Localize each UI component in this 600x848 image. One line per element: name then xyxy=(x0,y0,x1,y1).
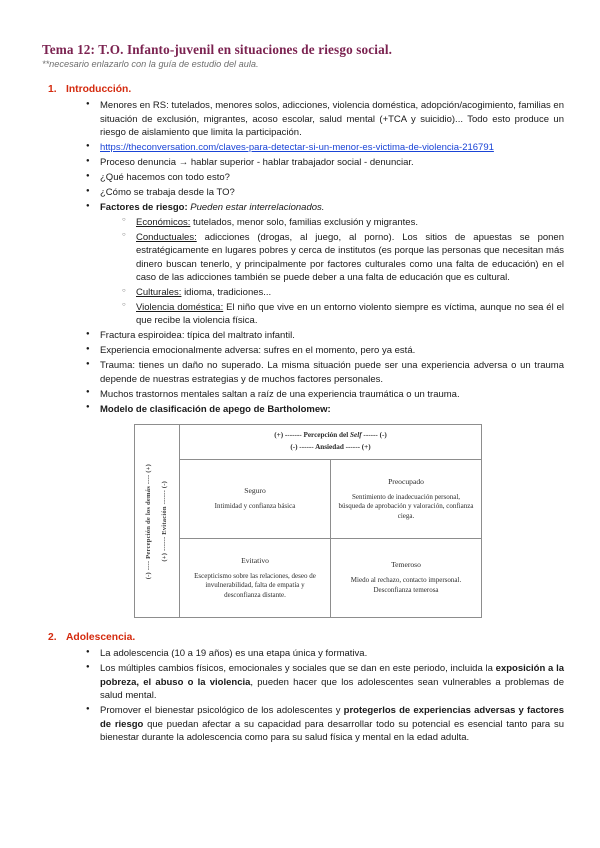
section-introduccion xyxy=(42,84,564,618)
bullet-text: Experiencia emocionalmente adversa: sufres en el momento, pero ya está. xyxy=(100,345,416,357)
header-plus: (+) ------- xyxy=(274,431,302,440)
list-item xyxy=(86,388,564,401)
bartholomew-table xyxy=(134,424,482,618)
section-title: Adolescencia. xyxy=(66,632,136,644)
vertical-axis-cell xyxy=(135,425,180,618)
list-item xyxy=(86,359,564,386)
quadrant-preocupado xyxy=(331,460,482,539)
section-title: Introducción. xyxy=(66,84,132,96)
table-header-row xyxy=(135,425,482,460)
list-item xyxy=(86,99,564,139)
factores-riesgo-label: Factores de riesgo: xyxy=(100,202,188,214)
quadrant-description: Miedo al rechazo, contacto impersonal. Desconfianza temerosa xyxy=(350,576,462,595)
list-item-violencia-domestica xyxy=(122,301,564,328)
bullet-list-introduccion xyxy=(42,99,564,416)
sub-text: idioma, tradiciones... xyxy=(184,287,272,298)
bullet-text: Muchos trastornos mentales saltan a raíz de una experiencia traumática o un trauma. xyxy=(100,388,460,400)
section-heading-1 xyxy=(42,84,564,95)
quadrant-title: Preocupado xyxy=(388,476,424,486)
list-item xyxy=(86,186,564,199)
factores-riesgo-note: Pueden estar interrelacionados. xyxy=(190,202,325,214)
bullet-list-adolescencia xyxy=(42,647,564,744)
sub-text: tutelados, menor solo, familias exclusión y migrantes. xyxy=(193,216,418,228)
bullet-text: Proceso denuncia → hablar superior - hablar trabajador social - denunciar. xyxy=(100,157,414,169)
bullet-text: Trauma: tienes un daño no superado. La misma situación puede ser una experiencia adversa o un trauma depende de nuestras estrategias y de muchos factores personales. xyxy=(100,360,564,385)
axis-label-percepcion-demas: (-) ---- Percepción de los demás ---- (+) xyxy=(145,463,153,579)
quadrant-description: Intimidad y confianza básica xyxy=(214,502,296,511)
sub-label: Culturales: xyxy=(136,287,182,298)
table-row xyxy=(135,539,482,618)
sub-label: Violencia doméstica: xyxy=(136,301,224,313)
table-header-axis-top xyxy=(180,425,482,460)
list-item xyxy=(86,156,564,169)
bartholomew-table-container xyxy=(42,424,564,618)
sublist-factores-riesgo xyxy=(100,216,564,328)
list-item-economicos xyxy=(122,216,564,229)
bullet-text-pre: Los múltiples cambios físicos, emocionales y sociales que se dan en este periodo, incluida la xyxy=(100,663,496,675)
page-title: Tema 12: T.O. Infanto-juvenil en situaciones de riesgo social. xyxy=(42,42,393,57)
list-item-culturales xyxy=(122,286,564,299)
quadrant-temeroso xyxy=(331,539,482,618)
bullet-text: Menores en RS: tutelados, menores solos, adicciones, violencia doméstica, adopción/acogimiento, familias en situación de exclusión, migrantes, acoso escolar, salud mental (+TCA y suicidio)... Todo esto produce un riesgo de aislamiento que limita la participación. xyxy=(100,100,564,139)
header-line-ansiedad: (-) ------ Ansiedad ------ (+) xyxy=(290,443,371,452)
sub-text: adicciones (drogas, al juego, al porno). Los sitios de apuestas se ponen estratégicamente en lugares pobres y cerca de institutos (es porque las personas que necesitan más dinero buscan tenerlo, y principalmente por factores culturales como una falta de educación) en el caso de las adicciones también se puede deber a una falta de educación que es cultural. xyxy=(136,231,564,284)
bullet-text: ¿Cómo se trabaja desde la TO? xyxy=(100,187,235,199)
list-item xyxy=(86,329,564,342)
quadrant-evitativo xyxy=(180,539,331,618)
axis-label-evitacion: (+) ------ Evitación ------ (-) xyxy=(160,480,168,562)
bullet-text: Fractura espiroidea: típica del maltrato infantil. xyxy=(100,330,295,342)
list-item-conductuales xyxy=(122,231,564,285)
table-row xyxy=(135,460,482,539)
list-item xyxy=(86,344,564,357)
header-self-word: Self xyxy=(350,431,362,440)
bullet-text-bold: exposición a la pobreza, el abuso o la violencia xyxy=(100,663,564,688)
list-item-modelo-bartholomew xyxy=(86,403,564,416)
bullet-text: La adolescencia (10 a 19 años) es una etapa única y formativa. xyxy=(100,648,368,660)
quadrant-title: Temeroso xyxy=(391,560,421,570)
header-mid: Percepción del xyxy=(303,431,351,440)
sub-text: El niño que vive en un entorno violento siempre es víctima, aunque no sea él el que recibe la violencia física. xyxy=(136,301,564,327)
list-item xyxy=(86,647,564,660)
bullet-text-bold: protegerlos de experiencias adversas y factores de riesgo xyxy=(100,705,564,730)
list-item xyxy=(86,662,564,702)
list-item-factores-riesgo xyxy=(86,201,564,328)
section-number: 1. xyxy=(48,84,57,96)
bullet-text-pre: Promover el bienestar psicológico de los adolescentes y xyxy=(100,705,344,717)
section-heading-2 xyxy=(42,632,564,643)
theconversation-link[interactable]: https://theconversation.com/claves-para-detectar-si-un-menor-es-victima-de-violencia-216791 xyxy=(100,142,494,154)
quadrant-seguro xyxy=(180,460,331,539)
section-number: 2. xyxy=(48,632,57,644)
page-subtitle: **necesario enlazarlo con la guía de estudio del aula. xyxy=(42,59,259,70)
section-adolescencia xyxy=(42,632,564,744)
bullet-text-post: , pueden hacer que los adolescentes sean vulnerables a problemas de salud mental. xyxy=(100,676,564,702)
sub-label: Conductuales: xyxy=(136,231,197,243)
bullet-text: ¿Qué hacemos con todo esto? xyxy=(100,172,230,184)
header-line-self xyxy=(187,430,474,442)
list-item xyxy=(86,704,564,744)
list-item-link xyxy=(86,141,564,154)
sub-label: Económicos: xyxy=(136,216,191,228)
quadrant-title: Seguro xyxy=(244,486,266,496)
bullet-text: Modelo de clasificación de apego de Bartholomew: xyxy=(100,403,331,415)
bullet-text-post: que puedan afectar a su capacidad para desarrollar todo su potencial es esencial tanto para su bienestar durante la adolescencia como para su salud física y mental en la edad adulta. xyxy=(100,718,564,744)
list-item xyxy=(86,171,564,184)
quadrant-description: Sentimiento de inadecuación personal, búsqueda de aprobación y valoración, confianza ciega. xyxy=(338,492,474,520)
quadrant-title: Evitativo xyxy=(241,555,269,565)
header-minus: ------ (-) xyxy=(361,431,387,440)
quadrant-description: Escepticismo sobre las relaciones, deseo de invulnerabilidad, falta de empatía y desconfianza distante. xyxy=(194,571,316,599)
